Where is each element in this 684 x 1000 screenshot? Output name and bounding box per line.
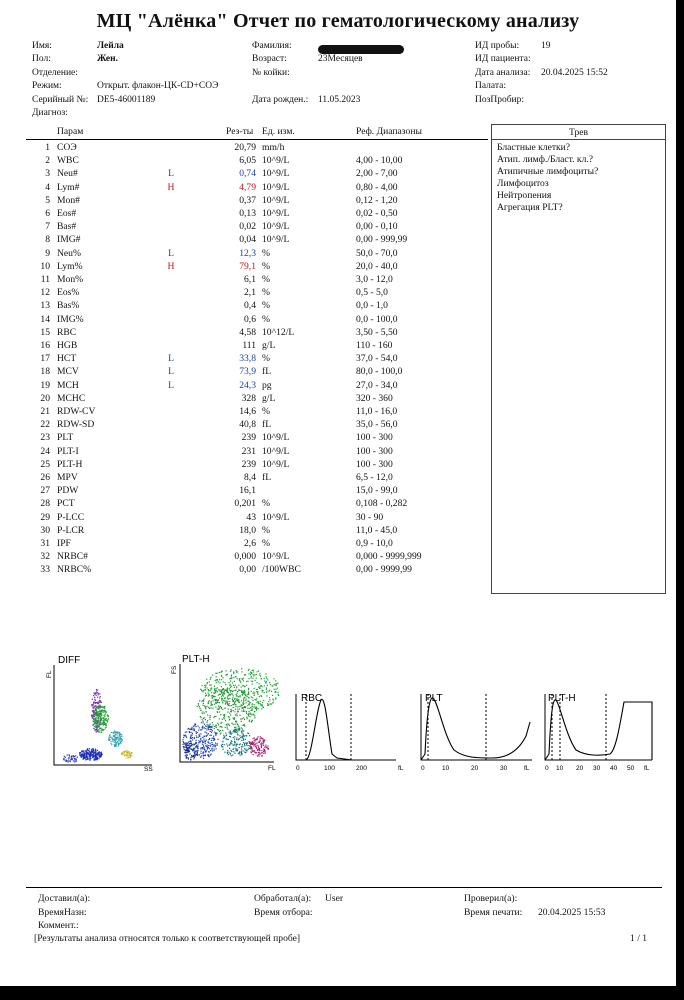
param-name: Mon# xyxy=(57,194,80,206)
plt-tick: 10 xyxy=(442,765,450,772)
unit-cell: % xyxy=(262,247,270,259)
unit-cell: pg xyxy=(262,379,272,391)
table-row xyxy=(26,366,490,377)
table-row xyxy=(26,234,490,245)
row-number: 17 xyxy=(40,353,50,365)
unit-cell: 10^9/L xyxy=(262,155,290,167)
serial-value: DE5-46001189 xyxy=(97,95,156,105)
plt-tick: 0 xyxy=(421,765,425,772)
table-row xyxy=(26,327,490,338)
result-cell: 12,3 xyxy=(239,247,256,259)
dob-value: 11.05.2023 xyxy=(318,95,361,105)
table-row xyxy=(26,551,490,562)
param-name: P-LCC xyxy=(57,511,85,523)
rbc-tick: 100 xyxy=(324,765,335,772)
col-header-ref: Реф. Диапазоны xyxy=(356,126,422,137)
diff-x-label: SS xyxy=(144,766,153,773)
rbc-tick: 200 xyxy=(356,765,367,772)
ref-range-cell: 15,0 - 99,0 xyxy=(356,485,398,497)
bed-label: № койки: xyxy=(252,68,290,78)
sex-value: Жен. xyxy=(97,54,118,64)
table-row xyxy=(26,380,490,391)
param-name: Lym% xyxy=(57,260,83,272)
col-header-result: Рез-ты xyxy=(226,126,254,137)
table-row xyxy=(26,208,490,219)
flag-cell: L xyxy=(168,366,174,378)
alarm-item: Атипичные лимфоциты? xyxy=(497,166,599,177)
result-cell: 6,05 xyxy=(239,155,256,167)
result-cell: 0,4 xyxy=(244,300,256,312)
unit-cell: 10^12/L xyxy=(262,326,295,338)
row-number: 19 xyxy=(40,379,50,391)
row-number: 27 xyxy=(40,485,50,497)
result-cell: 18,0 xyxy=(239,524,256,536)
time-assigned-label: ВремяНазн: xyxy=(38,907,87,918)
row-number: 3 xyxy=(45,168,50,180)
report-title: МЦ "Алёнка" Отчет по гематологическому анализу xyxy=(96,10,580,32)
ref-range-cell: 0,02 - 0,50 xyxy=(356,208,398,219)
param-name: RBC xyxy=(57,326,77,338)
result-cell: 4,58 xyxy=(239,326,256,338)
print-time-label: Время печати: xyxy=(464,907,523,918)
ref-range-cell: 0,0 - 100,0 xyxy=(356,313,398,325)
print-time-value: 20.04.2025 15:53 xyxy=(538,907,606,918)
flag-cell: L xyxy=(168,168,174,180)
ref-range-cell: 50,0 - 70,0 xyxy=(356,247,398,259)
unit-cell: % xyxy=(262,274,270,285)
flag-cell: L xyxy=(168,379,174,391)
ref-range-cell: 80,0 - 100,0 xyxy=(356,366,403,378)
table-row xyxy=(26,261,490,272)
result-cell: 0,04 xyxy=(239,234,256,246)
diff-scatterplot xyxy=(46,655,153,773)
unit-cell: % xyxy=(262,524,270,536)
row-number: 18 xyxy=(40,366,50,378)
unit-cell: 10^9/L xyxy=(262,181,290,193)
unit-cell: 10^9/L xyxy=(262,194,290,206)
unit-cell: % xyxy=(262,353,270,365)
diff-axes xyxy=(54,665,152,765)
serial-label: Серийный №: xyxy=(32,95,89,105)
unit-cell: % xyxy=(262,313,270,325)
result-cell: 239 xyxy=(241,432,256,444)
unit-cell: % xyxy=(262,406,270,417)
surname-label: Фамилия: xyxy=(252,41,292,51)
result-cell: 0,13 xyxy=(239,208,256,219)
diff-title: DIFF xyxy=(58,655,81,666)
flag-cell: L xyxy=(168,247,174,259)
param-name: MCH xyxy=(57,379,79,391)
result-cell: 40,8 xyxy=(239,419,256,431)
param-name: MCV xyxy=(57,366,79,378)
param-name: СОЭ xyxy=(57,142,77,153)
row-number: 22 xyxy=(40,419,50,431)
footer-divider xyxy=(26,887,662,888)
row-number: 8 xyxy=(45,234,50,246)
rbc-curve xyxy=(296,699,352,760)
plth-tick: 50 xyxy=(627,765,635,772)
table-row xyxy=(26,446,490,457)
table-row xyxy=(26,248,490,259)
plth-scatter-y-label: FS xyxy=(171,665,178,674)
ref-range-cell: 0,9 - 10,0 xyxy=(356,538,393,549)
ref-range-cell: 0,00 - 9999,99 xyxy=(356,564,412,576)
disclaimer-note: [Результаты анализа относятся только к соответствующей пробе] xyxy=(34,933,301,944)
row-number: 7 xyxy=(45,221,50,233)
row-number: 2 xyxy=(45,155,50,167)
diff-y-label: FL xyxy=(46,670,53,678)
plt-tick: 20 xyxy=(471,765,479,772)
param-name: IPF xyxy=(57,538,71,549)
ref-range-cell: 0,000 - 9999,999 xyxy=(356,551,422,563)
alarm-item: Атип. лимф./Бласт. кл.? xyxy=(497,154,594,165)
table-row xyxy=(26,353,490,364)
plth-tick: 0 xyxy=(545,765,549,772)
param-name: Eos% xyxy=(57,287,80,299)
table-row xyxy=(26,512,490,523)
plt-unit: fL xyxy=(524,765,530,772)
ref-range-cell: 11,0 - 45,0 xyxy=(356,524,398,536)
alarm-item: Нейтропения xyxy=(497,190,552,201)
table-row xyxy=(26,525,490,536)
name-value: Лейла xyxy=(97,41,124,51)
param-name: WBC xyxy=(57,155,79,167)
ref-range-cell: 100 - 300 xyxy=(356,432,393,444)
ref-range-cell: 0,00 - 0,10 xyxy=(356,221,398,233)
unit-cell: % xyxy=(262,538,270,549)
analysis-date-value: 20.04.2025 15:52 xyxy=(541,68,608,78)
ref-range-cell: 3,50 - 5,50 xyxy=(356,326,398,338)
row-number: 25 xyxy=(40,458,50,470)
row-number: 6 xyxy=(45,208,50,219)
unit-cell: 10^9/L xyxy=(262,445,290,457)
param-name: Eos# xyxy=(57,208,77,219)
row-number: 4 xyxy=(45,181,50,193)
sampling-time-label: Время отбора: xyxy=(254,907,313,918)
result-cell: 328 xyxy=(241,392,256,404)
unit-cell: 10^9/L xyxy=(262,511,290,523)
table-row xyxy=(26,142,490,153)
dob-label: Дата рожден.: xyxy=(252,95,309,105)
row-number: 33 xyxy=(40,564,50,576)
alarm-item: Бластные клетки? xyxy=(497,142,571,153)
plth-scatter-title: PLT-H xyxy=(182,654,210,665)
plth-curve xyxy=(545,700,652,760)
result-cell: 0,02 xyxy=(239,221,256,233)
result-cell: 20,79 xyxy=(234,142,256,153)
result-cell: 2,1 xyxy=(244,287,256,299)
patient-id-label: ИД пациента: xyxy=(475,54,531,64)
table-row xyxy=(26,340,490,351)
ref-range-cell: 11,0 - 16,0 xyxy=(356,406,398,417)
plth-tick: 10 xyxy=(556,765,564,772)
processed-label: Обработал(а): xyxy=(254,893,312,904)
ref-range-cell: 0,0 - 1,0 xyxy=(356,300,388,312)
row-number: 28 xyxy=(40,498,50,510)
flag-cell: L xyxy=(168,353,174,365)
table-row xyxy=(26,538,490,549)
age-value: 23Месяцев xyxy=(318,54,363,64)
result-cell: 0,6 xyxy=(244,313,256,325)
param-name: RDW-CV xyxy=(57,406,96,417)
param-name: Mon% xyxy=(57,274,84,285)
unit-cell: g/L xyxy=(262,392,276,404)
plots-area xyxy=(40,650,680,780)
unit-cell: % xyxy=(262,287,270,299)
row-number: 12 xyxy=(40,287,50,299)
param-name: HGB xyxy=(57,340,78,351)
sex-label: Пол: xyxy=(32,54,51,64)
row-number: 10 xyxy=(40,260,50,272)
rbc-title: RBC xyxy=(301,693,323,704)
param-name: Lym# xyxy=(57,181,80,193)
table-row xyxy=(26,459,490,470)
row-number: 14 xyxy=(40,313,50,325)
result-cell: 4,79 xyxy=(239,181,256,193)
table-row xyxy=(26,419,490,430)
ward-label: Палата: xyxy=(475,81,506,91)
param-name: IMG% xyxy=(57,313,84,325)
param-name: Neu% xyxy=(57,247,81,259)
result-cell: 43 xyxy=(246,511,256,523)
unit-cell: 10^9/L xyxy=(262,234,290,246)
result-cell: 231 xyxy=(241,445,256,457)
unit-cell: % xyxy=(262,300,270,312)
result-cell: 111 xyxy=(242,340,256,351)
plth-tick: 30 xyxy=(593,765,601,772)
col-header-param: Парам xyxy=(57,126,84,137)
result-cell: 14,6 xyxy=(239,406,256,417)
row-number: 29 xyxy=(40,511,50,523)
ref-range-cell: 0,108 - 0,282 xyxy=(356,498,408,510)
row-number: 23 xyxy=(40,432,50,444)
table-row xyxy=(26,195,490,206)
ref-range-cell: 27,0 - 34,0 xyxy=(356,379,398,391)
mode-label: Режим: xyxy=(32,81,62,91)
ref-range-cell: 30 - 90 xyxy=(356,511,384,523)
ref-range-cell: 0,00 - 999,99 xyxy=(356,234,408,246)
param-name: HCT xyxy=(57,353,77,365)
param-name: Bas% xyxy=(57,300,80,312)
table-header-divider xyxy=(26,139,488,140)
table-row xyxy=(26,155,490,166)
col-header-unit: Ед. изм. xyxy=(262,126,295,137)
param-name: P-LCR xyxy=(57,524,85,536)
param-name: Bas# xyxy=(57,221,77,233)
row-number: 15 xyxy=(40,326,50,338)
table-row xyxy=(26,472,490,483)
rbc-histogram xyxy=(296,693,404,772)
plth-unit: fL xyxy=(644,765,650,772)
unit-cell: 10^9/L xyxy=(262,208,290,219)
ref-range-cell: 3,0 - 12,0 xyxy=(356,274,393,285)
diff-dots xyxy=(63,689,133,763)
result-cell: 79,1 xyxy=(239,260,256,272)
analysis-date-label: Дата анализа: xyxy=(475,68,531,78)
table-row xyxy=(26,432,490,443)
tube-position-label: ПозПробир: xyxy=(475,95,525,105)
ref-range-cell: 100 - 300 xyxy=(356,445,393,457)
plt-title: PLT xyxy=(425,693,443,704)
param-name: RDW-SD xyxy=(57,419,95,431)
table-row xyxy=(26,393,490,404)
rbc-unit: fL xyxy=(398,765,404,772)
table-row xyxy=(26,168,490,179)
param-name: PCT xyxy=(57,498,75,510)
alarm-divider xyxy=(492,139,665,140)
unit-cell: 10^9/L xyxy=(262,221,290,233)
table-row xyxy=(26,314,490,325)
ref-range-cell: 2,00 - 7,00 xyxy=(356,168,398,180)
plt-tick: 30 xyxy=(500,765,508,772)
row-number: 30 xyxy=(40,524,50,536)
row-number: 13 xyxy=(40,300,50,312)
diagnosis-label: Диагноз: xyxy=(32,108,68,118)
unit-cell: 10^9/L xyxy=(262,432,290,444)
result-cell: 2,6 xyxy=(244,538,256,549)
dept-label: Отделение: xyxy=(32,68,78,78)
ref-range-cell: 0,5 - 5,0 xyxy=(356,287,388,299)
unit-cell: g/L xyxy=(262,340,276,351)
row-number: 21 xyxy=(40,406,50,417)
ref-range-cell: 6,5 - 12,0 xyxy=(356,472,393,483)
unit-cell: /100WBC xyxy=(262,564,301,576)
row-number: 16 xyxy=(40,340,50,351)
alarm-title: Трев xyxy=(568,127,589,138)
flag-cell: H xyxy=(167,260,175,272)
checked-label: Проверил(а): xyxy=(464,893,518,904)
unit-cell: % xyxy=(262,498,270,510)
param-name: Neu# xyxy=(57,168,78,180)
result-cell: 6,1 xyxy=(244,274,256,285)
alarm-item: Агрегация PLT? xyxy=(497,202,563,213)
ref-range-cell: 37,0 - 54,0 xyxy=(356,353,398,365)
result-cell: 24,3 xyxy=(239,379,256,391)
row-number: 26 xyxy=(40,472,50,483)
result-cell: 73,9 xyxy=(239,366,256,378)
alarm-panel xyxy=(491,124,666,594)
param-name: PLT xyxy=(57,432,74,444)
sample-id-label: ИД пробы: xyxy=(475,41,520,51)
table-row xyxy=(26,287,490,298)
unit-cell: 10^9/L xyxy=(262,458,290,470)
name-label: Имя: xyxy=(32,41,52,51)
plth-scatterplot xyxy=(171,654,279,772)
param-name: MCHC xyxy=(57,392,86,404)
alarm-item: Лимфоцитоз xyxy=(497,178,549,189)
param-name: MPV xyxy=(57,472,78,483)
ref-range-cell: 20,0 - 40,0 xyxy=(356,260,398,272)
row-number: 11 xyxy=(40,274,50,285)
row-number: 31 xyxy=(40,538,50,549)
param-name: NRBC% xyxy=(57,564,92,576)
result-cell: 8,4 xyxy=(244,472,256,483)
result-cell: 33,8 xyxy=(239,353,256,365)
plth-dots xyxy=(182,668,279,760)
ref-range-cell: 0,80 - 4,00 xyxy=(356,181,398,193)
param-name: PLT-H xyxy=(57,458,83,470)
ref-range-cell: 110 - 160 xyxy=(356,340,393,351)
comment-label: Коммент.: xyxy=(38,920,79,931)
row-number: 9 xyxy=(45,247,50,259)
row-number: 1 xyxy=(45,142,50,153)
plth-scatter-axes xyxy=(180,664,274,762)
param-name: IMG# xyxy=(57,234,81,246)
table-row xyxy=(26,564,490,575)
flag-cell: H xyxy=(167,181,175,193)
unit-cell: % xyxy=(262,260,270,272)
plth-scatter-x-label: FL xyxy=(268,765,276,772)
rbc-tick: 0 xyxy=(296,765,300,772)
delivered-label: Доставил(а): xyxy=(38,893,91,904)
unit-cell: mm/h xyxy=(262,142,285,153)
result-cell: 16,1 xyxy=(239,485,256,497)
param-name: NRBC# xyxy=(57,551,88,563)
plth-tick: 20 xyxy=(576,765,584,772)
plt-histogram xyxy=(421,693,532,772)
row-number: 32 xyxy=(40,551,50,563)
result-cell: 0,201 xyxy=(234,498,256,510)
result-cell: 239 xyxy=(241,458,256,470)
result-cell: 0,37 xyxy=(239,194,256,206)
param-name: PLT-I xyxy=(57,445,79,457)
table-row xyxy=(26,485,490,496)
unit-cell: fL xyxy=(262,366,272,378)
result-cell: 0,74 xyxy=(239,168,256,180)
table-row xyxy=(26,300,490,311)
unit-cell: fL xyxy=(262,419,272,431)
ref-range-cell: 0,12 - 1,20 xyxy=(356,194,398,206)
table-row xyxy=(26,498,490,509)
unit-cell: 10^9/L xyxy=(262,168,290,180)
ref-range-cell: 100 - 300 xyxy=(356,458,393,470)
result-cell: 0,000 xyxy=(234,551,256,563)
row-number: 5 xyxy=(45,194,50,206)
param-name: PDW xyxy=(57,485,79,497)
result-cell: 0,00 xyxy=(239,564,256,576)
mode-value: Открыт. флакон-ЦК-CD+СОЭ xyxy=(97,81,219,91)
unit-cell: 10^9/L xyxy=(262,551,290,563)
ref-range-cell: 35,0 - 56,0 xyxy=(356,419,398,431)
ref-range-cell: 320 - 360 xyxy=(356,392,393,404)
table-row xyxy=(26,406,490,417)
processed-value: User xyxy=(325,893,344,904)
plth-tick: 40 xyxy=(610,765,618,772)
unit-cell: fL xyxy=(262,472,272,483)
table-row xyxy=(26,221,490,232)
plth-histogram xyxy=(545,693,652,772)
page-number: 1 / 1 xyxy=(630,933,648,944)
table-row xyxy=(26,182,490,193)
age-label: Возраст: xyxy=(252,54,287,64)
row-number: 20 xyxy=(40,392,50,404)
plth-title: PLT-H xyxy=(548,693,576,704)
ref-range-cell: 4,00 - 10,00 xyxy=(356,155,403,167)
sample-id-value: 19 xyxy=(541,41,551,51)
plt-curve xyxy=(421,698,530,760)
row-number: 24 xyxy=(40,445,50,457)
table-row xyxy=(26,274,490,285)
